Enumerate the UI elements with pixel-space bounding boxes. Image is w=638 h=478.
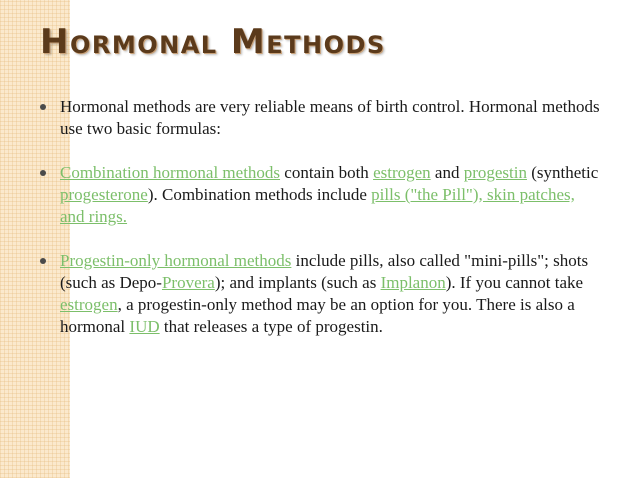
hyperlink[interactable]: IUD [129, 317, 160, 336]
hyperlink[interactable]: progestin [463, 163, 527, 182]
slide-title: Hormonal Methods [40, 22, 386, 62]
text-segment: contain both [280, 163, 374, 182]
bullet-text [60, 163, 598, 226]
hyperlink[interactable]: Combination hormonal methods [60, 163, 281, 182]
bullet-item [40, 162, 600, 228]
bullet-text [60, 97, 600, 138]
bullet-dot-icon [40, 170, 46, 176]
text-segment: include pills, also called "mini-pills"; shots (such as Depo- [60, 251, 589, 292]
bullet-dot-icon [40, 104, 46, 110]
bullet-item [40, 250, 600, 338]
hyperlink[interactable]: progesterone [60, 185, 148, 204]
text-segment: ). If you cannot take [445, 273, 584, 292]
hyperlink[interactable]: pills ("the Pill"), skin patches, and rings. [60, 185, 575, 226]
text-segment: Hormonal methods are very reliable means of birth control. Hormonal methods use two basic formulas: [60, 97, 600, 138]
bullet-dot-icon [40, 258, 46, 264]
text-segment: ). Combination methods include [147, 185, 372, 204]
slide-content [40, 96, 600, 360]
text-segment: that releases a type of progestin. [159, 317, 383, 336]
hyperlink[interactable]: Provera [161, 273, 215, 292]
text-segment: ); and implants (such as [214, 273, 381, 292]
hyperlink[interactable]: Implanon [380, 273, 446, 292]
hyperlink[interactable]: estrogen [373, 163, 431, 182]
text-segment: (synthetic [526, 163, 599, 182]
bullet-item [40, 96, 600, 140]
text-segment: and [430, 163, 464, 182]
hyperlink[interactable]: Progestin-only hormonal methods [60, 251, 292, 270]
text-segment: , a progestin-only method may be an option for you. There is also a hormonal [60, 295, 575, 336]
hyperlink[interactable]: estrogen [60, 295, 118, 314]
bullet-text [60, 251, 588, 336]
